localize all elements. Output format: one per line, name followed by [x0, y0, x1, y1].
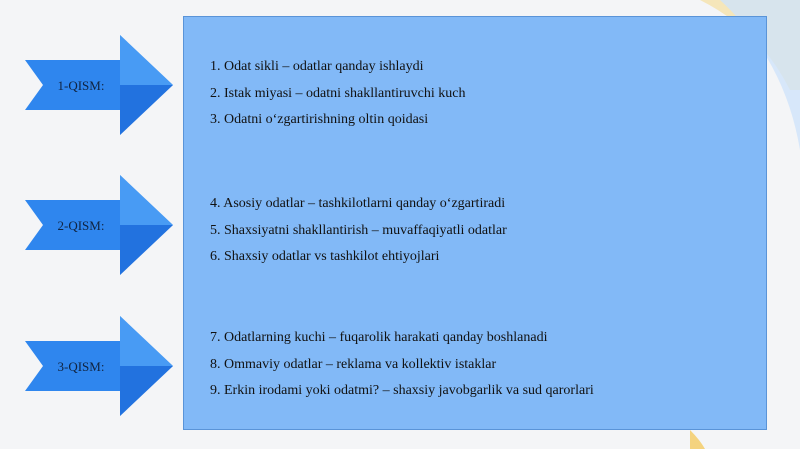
list-item: 9. Erkin irodami yoki odatmi? – shaxsiy javobgarlik va sud qarorlari: [210, 383, 594, 398]
list-item: 4. Asosiy odatlar – tashkilotlarni qanday o‘zgartiradi: [210, 196, 506, 211]
section-1-items: [210, 54, 465, 134]
section-3-items: [210, 325, 594, 405]
list-item: 6. Shaxsiy odatlar vs tashkilot ehtiyojlari: [210, 249, 440, 264]
section-2-label: 2-QISM:: [57, 218, 105, 233]
section-1-arrow: [25, 35, 175, 135]
list-item: 3. Odatni o‘zgartirishning oltin qoidasi: [210, 112, 429, 127]
section-2-arrow: [25, 175, 175, 275]
list-item: 8. Ommaviy odatlar – reklama va kollektiv istaklar: [210, 356, 497, 372]
list-item: 5. Shaxsiyatni shakllantirish – muvaffaqiyatli odatlar: [210, 222, 507, 238]
section-1-label: 1-QISM:: [57, 78, 105, 93]
list-item: 7. Odatlarning kuchi – fuqarolik harakati qanday boshlanadi: [210, 330, 548, 345]
section-3-label: 3-QISM:: [57, 359, 105, 374]
list-item: 2. Istak miyasi – odatni shakllantiruvchi kuch: [210, 85, 466, 101]
section-3-arrow: [25, 316, 175, 416]
section-2-items: [210, 191, 507, 271]
content-panel: [183, 16, 767, 430]
list-item: 1. Odat sikli – odatlar qanday ishlaydi: [210, 59, 424, 74]
